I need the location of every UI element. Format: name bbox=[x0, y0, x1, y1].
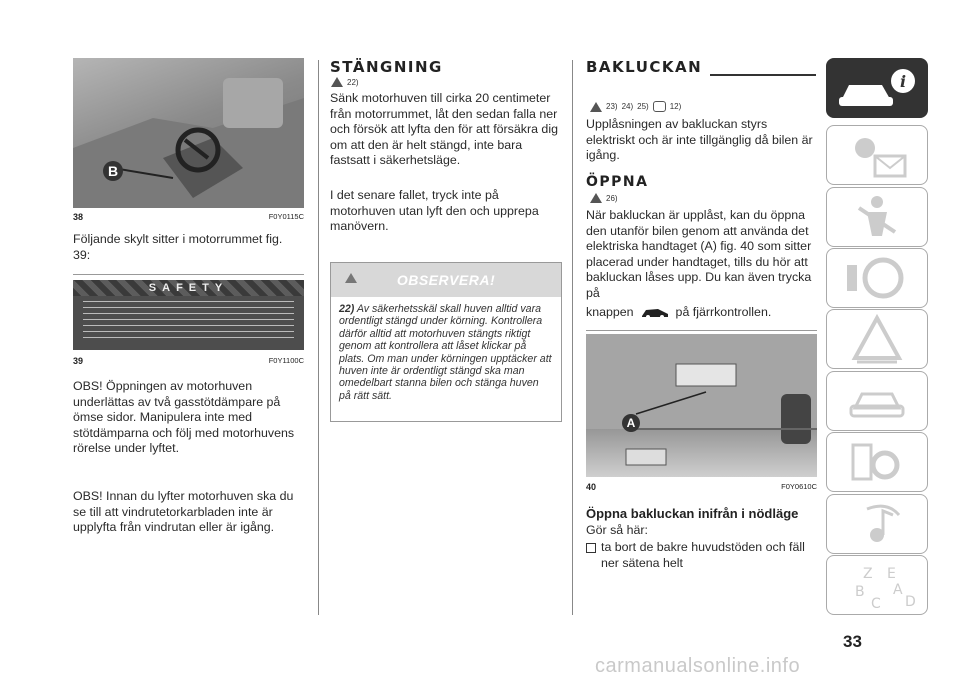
sidebar-tab-emergency[interactable] bbox=[826, 309, 928, 369]
svg-text:Z: Z bbox=[863, 566, 873, 582]
sign-title: SAFETY bbox=[148, 282, 229, 294]
fig40-code: F0Y0610C bbox=[781, 482, 817, 491]
divider bbox=[73, 274, 304, 275]
fig40-label-circle bbox=[622, 414, 640, 432]
settings-icon bbox=[827, 433, 927, 491]
svg-text:A: A bbox=[893, 582, 903, 598]
info-hand-icon bbox=[653, 101, 666, 112]
emergency-intro: Gör så här: bbox=[586, 523, 648, 537]
fig38-photo bbox=[73, 58, 304, 208]
page-number: 33 bbox=[843, 632, 862, 651]
note-ref: 22) bbox=[339, 303, 355, 315]
svg-text:i: i bbox=[899, 72, 907, 91]
p2b-pre: knappen bbox=[586, 305, 634, 319]
title-rule bbox=[710, 74, 816, 76]
sign-body bbox=[83, 301, 294, 341]
open-refs bbox=[590, 193, 618, 203]
fig39-code: F0Y1100C bbox=[268, 356, 304, 365]
service-car-icon bbox=[827, 372, 927, 430]
fig39-number: 39 bbox=[73, 356, 84, 366]
tailgate-ref-4: 12) bbox=[669, 102, 682, 111]
tailgate-p2: När bakluckan är upplåst, kan du öppna den utanför bilen genom att använda det elektriska handtaget (A) fig. 40 som sitter placerad under handtaget, tills du hör att bakluckan låses upp. Du kan även trycka på bbox=[586, 208, 812, 300]
tailgate-ref-2: 24) bbox=[621, 102, 634, 111]
note-warning-icon bbox=[345, 273, 357, 283]
fig38-code: F0Y0115C bbox=[268, 212, 304, 221]
closing-ref: 22) bbox=[347, 77, 359, 87]
fig39-caption bbox=[73, 356, 304, 366]
airbag-safety-icon bbox=[827, 188, 927, 246]
sidebar-tab-car-info[interactable] bbox=[826, 58, 928, 118]
sidebar-tab-driving[interactable] bbox=[826, 248, 928, 308]
tailgate-title: BAKLUCKAN bbox=[586, 58, 703, 76]
fig39-sign bbox=[73, 280, 304, 350]
music-icon bbox=[827, 495, 927, 553]
fig40-photo bbox=[586, 334, 817, 477]
fig38-number: 38 bbox=[73, 212, 84, 222]
note-title: OBSERVERA! bbox=[396, 272, 496, 288]
sign-header bbox=[73, 280, 304, 296]
index-icon bbox=[827, 556, 927, 614]
svg-text:E: E bbox=[887, 566, 896, 582]
tailgate-p2b bbox=[586, 305, 816, 321]
open-ref: 26) bbox=[606, 193, 618, 203]
svg-text:D: D bbox=[905, 594, 916, 610]
column-separator-2 bbox=[572, 60, 573, 615]
sidebar-tab-multimedia[interactable] bbox=[826, 494, 928, 554]
note-body bbox=[331, 297, 561, 408]
note-header bbox=[331, 263, 561, 297]
svg-text:B: B bbox=[855, 584, 865, 600]
svg-text:C: C bbox=[871, 596, 881, 612]
obs1-text: OBS! Öppningen av motorhuven underlättas av två gasstötdämpare på ömse sidor. Manipulera inte med stötdämparna och följ med motorhuvens rörelse under lyftet. bbox=[73, 379, 295, 455]
sidebar-tab-warning-lights[interactable] bbox=[826, 125, 928, 185]
tailgate-ref-1: 23) bbox=[606, 102, 618, 111]
steering-wheel-icon bbox=[827, 249, 927, 307]
note-box bbox=[330, 262, 562, 422]
bullet1-text: ta bort de bakre huvudstöden och fäll ner sätena helt bbox=[601, 540, 805, 570]
note-text: Av säkerhetsskäl skall huven alltid vara ordentligt stängd under körning. Kontrollera därför alltid att motorhuven stängts riktigt genom att kontrollera att låset klickar på plats. Om man under körningen upptäcker att huven inte är ordentligt stängd ska man omedelbart stanna bilen och stänga huven på rätt sätt. bbox=[339, 303, 552, 402]
car-rear-illustration bbox=[586, 334, 817, 477]
sidebar-tab-safety[interactable] bbox=[826, 187, 928, 247]
emergency-title: Öppna bakluckan inifrån i nödläge bbox=[586, 506, 799, 521]
closing-p2: I det senare fallet, tryck inte på motorhuven utan lyft den och upprepa manövern. bbox=[330, 188, 539, 233]
p2b-post: på fjärrkontrollen. bbox=[675, 305, 772, 319]
warning-triangle-icon bbox=[590, 193, 602, 203]
tailgate-p1: Upplåsningen av bakluckan styrs elektriskt och är inte tillgänglig då bilen är igång. bbox=[586, 117, 813, 162]
fig38-label-circle bbox=[103, 161, 123, 181]
closing-title: STÄNGNING bbox=[330, 58, 443, 76]
road-warning-icon bbox=[827, 310, 927, 368]
trunk-button-icon bbox=[640, 306, 670, 320]
engine-illustration bbox=[73, 58, 304, 208]
column-separator bbox=[318, 60, 319, 615]
fig40-number: 40 bbox=[586, 482, 597, 492]
fig40-rule bbox=[586, 330, 817, 331]
open-title: ÖPPNA bbox=[586, 174, 649, 190]
sidebar-tab-index[interactable] bbox=[826, 555, 928, 615]
sidebar-tab-service[interactable] bbox=[826, 371, 928, 431]
fig38-label: B bbox=[107, 163, 119, 179]
closing-refs bbox=[331, 77, 359, 87]
fig40-label: A bbox=[626, 416, 636, 430]
tailgate-ref-3: 25) bbox=[637, 102, 649, 111]
sidebar-tab-technical[interactable] bbox=[826, 432, 928, 492]
intro-text: Följande skylt sitter i motorrummet fig. 39: bbox=[73, 232, 283, 262]
warning-triangle-icon bbox=[331, 77, 343, 87]
fig38-caption bbox=[73, 212, 304, 222]
obs2-text: OBS! Innan du lyfter motorhuven ska du se till att vindrutetorkarbladen inte är upplyfta från vindrutan eller är igång. bbox=[73, 489, 294, 534]
warning-lights-icon bbox=[827, 126, 927, 184]
car-info-icon bbox=[827, 59, 927, 117]
checkbox-bullet-icon bbox=[586, 543, 596, 553]
closing-p1: Sänk motorhuven till cirka 20 centimeter från motorrummet, låt den sedan falla ner och försök att lyfta den för att försäkra dig om att den är helt stängd, inte bara fastsatt i säkerhetsläge. bbox=[330, 91, 558, 167]
tailgate-refs bbox=[590, 101, 681, 112]
fig40-caption bbox=[586, 482, 817, 492]
warning-triangle-icon bbox=[590, 102, 602, 112]
bullet-item bbox=[586, 540, 818, 571]
watermark: carmanualsonline.info bbox=[595, 655, 801, 677]
